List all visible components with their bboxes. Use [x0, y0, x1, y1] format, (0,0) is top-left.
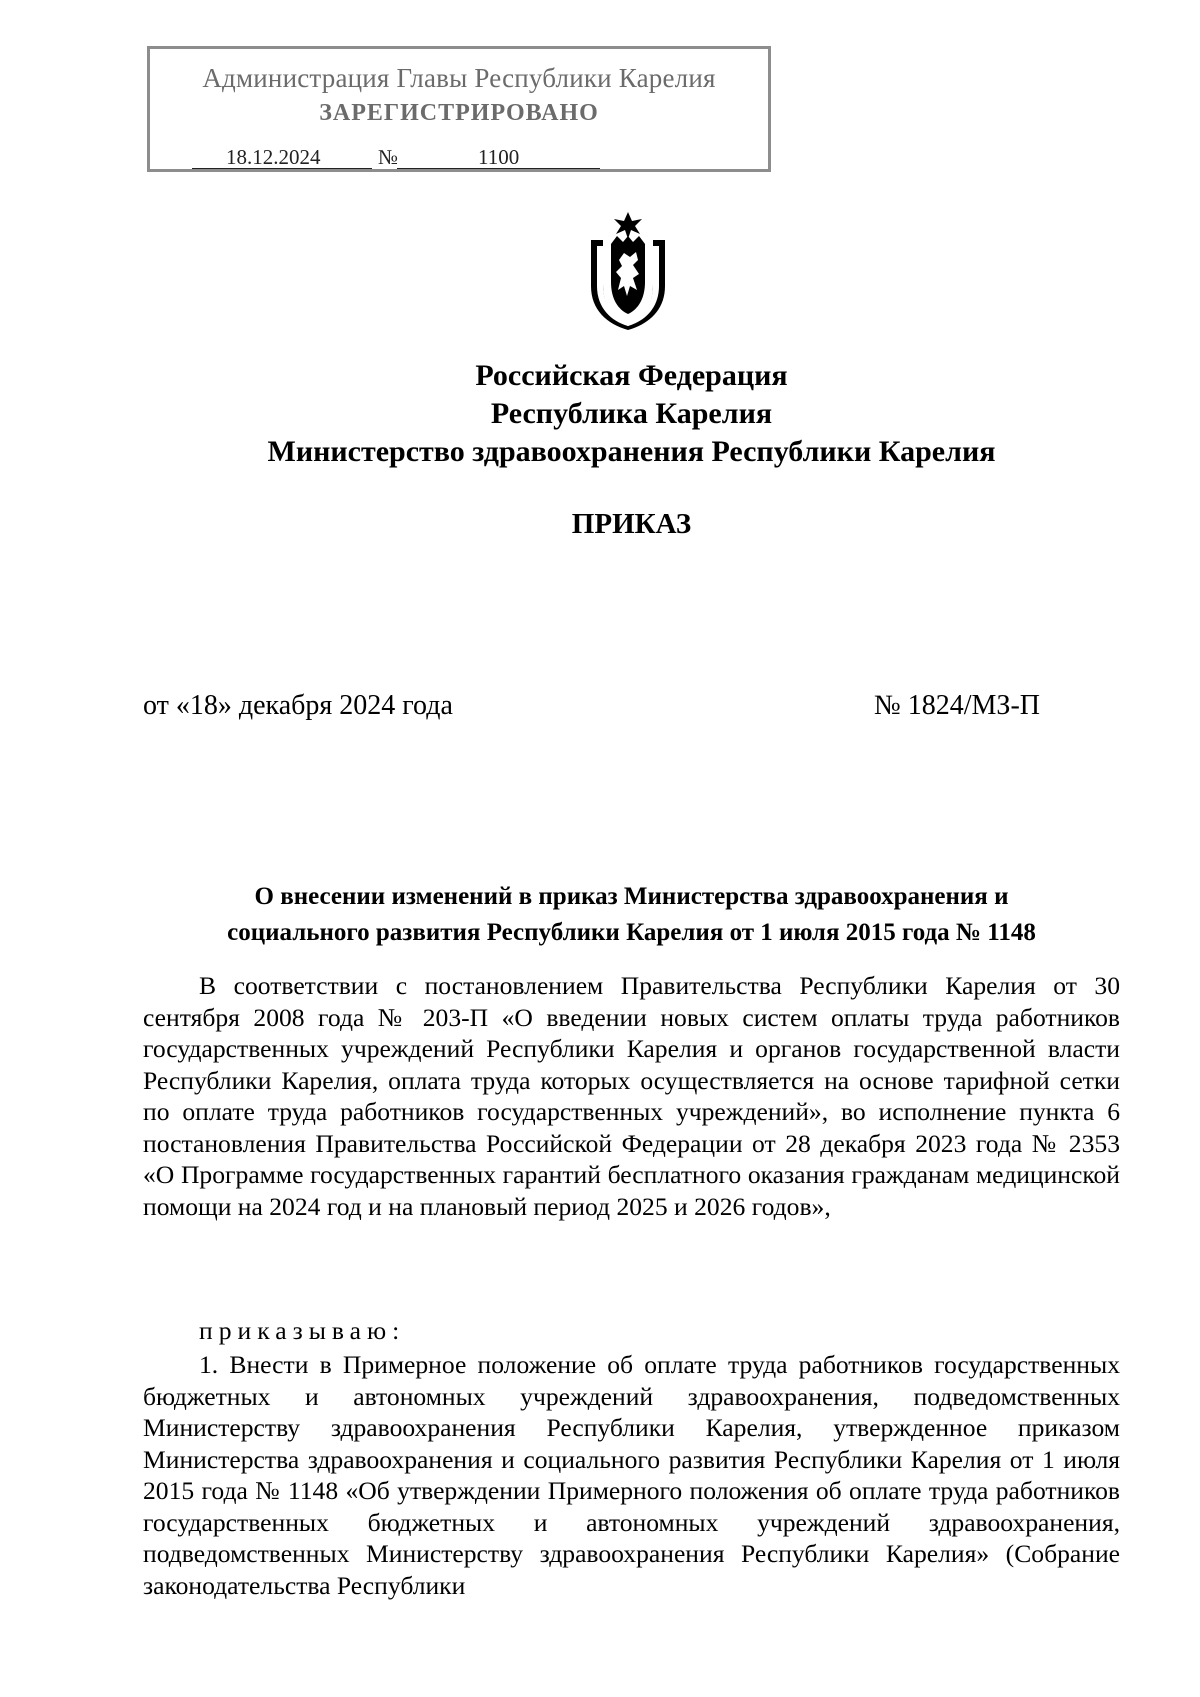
document-type-title: ПРИКАЗ [571, 508, 692, 540]
header-region: Республика Карелия [490, 397, 773, 430]
document-date: от «18» декабря 2024 года [143, 690, 453, 721]
preamble-paragraph [143, 970, 1120, 1222]
header-ministry: Министерство здравоохранения Республики Карелия [267, 435, 996, 468]
item-1-text: 1. Внести в Примерное положение об оплате труда работников государственных бюджетных и автономных учреждений здравоохранения, подведомственных Министерству здравоохранения Республики Карелия, утвержденное приказом Министерства здравоохранения и социального развития Республики Карелия от 1 июля 2015 года № 1148 «Об утверждении Примерного положения об оплате труда работников государственных бюджетных и автономных учреждений здравоохранения, подведомственных Министерству здравоохранения Республики Карелия» (Собрание законодательства Республики [143, 1350, 1120, 1600]
stamp-registration-line [192, 145, 604, 169]
item-1-paragraph [143, 1349, 1120, 1601]
subject-line-2: социального развития Республики Карелия от 1 июля 2015 года № 1148 [227, 919, 1036, 946]
stamp-number-sign: № [378, 145, 399, 169]
stamp-organization: Администрация Главы Республики Карелия [202, 63, 716, 93]
stamp-number: 1100 [478, 145, 520, 169]
document-header [0, 357, 1200, 471]
stamp-status: ЗАРЕГИСТРИРОВАНО [319, 100, 599, 126]
order-word: приказываю: [199, 1316, 406, 1345]
stamp-date: 18.12.2024 [226, 145, 321, 169]
karelia-coat-of-arms-icon [583, 210, 673, 330]
preamble-text: В соответствии с постановлением Правительства Республики Карелия от 30 сентября 2008 года № 203-П «О введении новых систем оплаты труда работников государственных учреждений Республики Карелия и органов государственной власти Республики Карелия, оплата труда которых осуществляется на основе тарифной сетки по оплате труда работников государственных учреждений», во исполнение пункта 6 постановления Правительства Российской Федерации от 28 декабря 2023 года № 2353 «О Программе государственных гарантий бесплатного оказания гражданам медицинской помощи на 2024 год и на плановый период 2025 и 2026 годов», [143, 971, 1120, 1221]
subject-line-1: О внесении изменений в приказ Министерства здравоохранения и [254, 883, 1009, 910]
document-subject [0, 879, 1200, 951]
document-number: № 1824/МЗ-П [874, 690, 1040, 721]
header-country: Российская Федерация [475, 359, 788, 392]
registration-stamp [147, 46, 771, 172]
